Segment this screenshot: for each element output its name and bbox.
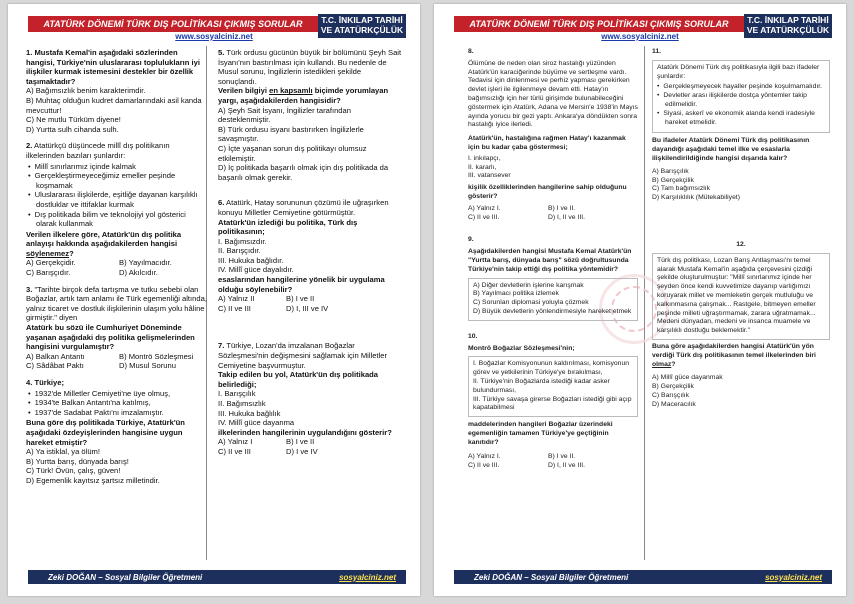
question-ask: Montrö Boğazlar Sözleşmesi'nin;	[468, 344, 575, 352]
question-12	[652, 241, 830, 410]
question-number: 9.	[468, 236, 474, 244]
question-number: 6.	[218, 198, 225, 208]
page-footer	[454, 570, 832, 584]
option[interactable]: A) Bağımsızlık benim karakterimdir.	[26, 86, 146, 96]
question-number: 12.	[736, 240, 746, 248]
roman-item: I. Barışçılık	[218, 389, 256, 399]
footer-author: Zeki DOĞAN – Sosyal Bilgiler Öğretmeni	[474, 572, 629, 582]
question-ask: Takip edilen bu yol, Atatürk'ün dış politikada belirlediği;	[218, 370, 379, 389]
roman-item: II. Türkiye'nin Boğazlarda istediği kadar asker bulundurması,	[473, 377, 610, 394]
roman-item: II. Bağımsızlık	[218, 399, 266, 408]
question-number: 1.	[26, 48, 33, 57]
question-stem: Türk ordusu gücünün büyük bir bölümünü Şeyh Sait İsyanı'nın bastırılması için kullandı. Bu nedenle de Musul sorunu, İngilizlerin istedikleri şekilde sonuçlandı.	[218, 48, 402, 86]
question-number: 7.	[218, 341, 225, 351]
option[interactable]: C) Ne mutlu Türküm diyene!	[26, 115, 121, 125]
question-ask-2: ilkelerinden hangilerinin uygulandığını gösterir?	[218, 427, 392, 437]
roman-item: III. Hukuka bağlıdır.	[218, 255, 284, 265]
option[interactable]: C) II ve III	[218, 303, 251, 313]
question-11	[652, 48, 830, 203]
question-stem: "Tarihte birçok defa tartışma ve tutku sebebi olan Boğazlar, artık tam anlamı ile Türk egemenliği altında, yalnız ticaret ve dostluk ilişkilerinin ulaşım yolu hâline girmiştir." diyen	[26, 284, 207, 323]
option[interactable]: A) Yalnız II	[218, 294, 255, 304]
options-grid	[468, 453, 638, 471]
question-ask: Atatürk'ün, hastalığına rağmen Hatay'ı kazanmak için bu kadar çaba göstermesi;	[468, 135, 626, 151]
question-ask-2: maddelerinden hangileri Boğazlar üzerindeki egemenliğin tamamen Türkiye'ye geçtiğinin kanıtıdır?	[468, 421, 613, 446]
option[interactable]: D) Maceracılık	[652, 400, 696, 408]
items-box	[468, 356, 638, 417]
question-number: 2.	[26, 141, 33, 151]
option[interactable]: C) Barışçılık	[652, 391, 690, 399]
page-header	[28, 14, 406, 34]
roman-item: III. Hukuka bağlılık	[218, 408, 281, 418]
question-ask: Buna göre dış politikada Türkiye, Atatürk'ün aşağıdaki özdeyişlerinden hangisine uygun hareket etmiştir?	[26, 418, 185, 447]
list-item: • Uluslararası ilişkilerde, eşitliğe dayanan karşılıklı dostluklar ve ittifaklar kurmak	[36, 190, 208, 209]
option[interactable]: A) Millî güce dayanmak	[652, 374, 723, 382]
question-8	[468, 48, 638, 222]
option[interactable]: D) Musul Sorunu	[119, 361, 176, 371]
option[interactable]: B) Yayılmacı politika izlemek	[473, 290, 559, 298]
question-9	[468, 236, 638, 320]
question-stem: Ölümüne de neden olan siroz hastalığı yüzünden Atatürk'ün karaciğerinde büyüme ve sertleşme vardı. Tedavisi için dinlenmesi ve perhiz yapması gerekirken devlet işleri ile ilgilenmeye devam etti. Hatay'ın bağımsızlığı için her türlü girişimde bulunabileceğini göstermek için Atatürk, Adana ve Mersin'e 1938'in Mayıs ayında yorucu bir gezi yaptı. Ankara'ya döndükten sonra hastalığı iyice ilerledi.	[468, 59, 638, 129]
question-stem: Türkiye, Lozan'da imzalanan Boğazlar Sözleşmesi'nin değişmesini sağlamak için Milletler Cemiyetine başvurmuştur.	[218, 341, 387, 370]
footer-site-link[interactable]: sosyalciniz.net	[765, 572, 822, 582]
option[interactable]: C) II ve III	[218, 446, 251, 456]
option[interactable]: D) Büyük devletlerin yönlendirmesiyle hareket etmek	[473, 307, 632, 315]
question-ask-cont: biçimde yorumlayan yargı, aşağıdakilerden hangisidir?	[218, 86, 389, 105]
question-4	[26, 378, 208, 486]
option[interactable]: B) Yayılmacıdır.	[119, 258, 172, 268]
page-header	[454, 14, 832, 34]
question-number: 5.	[218, 48, 225, 57]
options-box	[468, 278, 638, 321]
page-left	[8, 4, 420, 596]
option[interactable]: B) I ve II.	[548, 204, 576, 212]
option[interactable]: D) Egemenlik kayıtsız şartsız milletindir.	[26, 475, 160, 485]
option[interactable]: C) Barışçıdır.	[26, 268, 71, 278]
option[interactable]: C) II ve III.	[468, 462, 500, 470]
question-ask-2: kişilik özelliklerinden hangilerine sahip olduğunu gösterir?	[468, 184, 627, 200]
list-item: • 1932'de Milletler Cemiyeti'ne üye olmuş,	[36, 389, 208, 399]
option[interactable]: D) I, III ve IV	[286, 303, 329, 313]
footer-site-link[interactable]: sosyalciniz.net	[339, 572, 396, 582]
question-number: 4.	[26, 378, 33, 387]
question-ask: Bu ifadeler Atatürk Dönemi Türk dış politikasının dayandığı aşağıdaki temel ilke ve esaslarla ilişkilendirildiğinde hangisi dışarıda kalır?	[652, 137, 810, 162]
question-number: 8.	[468, 48, 474, 55]
quote-box	[652, 253, 830, 340]
option[interactable]: A) Yalnız I.	[468, 453, 501, 461]
roman-item: III. Türkiye savaşa girerse Boğazları istediği gibi açıp kapatabilmesi	[473, 395, 632, 412]
option[interactable]: A) Diğer devletlerin işlerine karışmak	[473, 281, 584, 289]
list-item: • Dış politikada bilim ve teknolojiyi yol gösterici olarak kullanmak	[36, 210, 208, 229]
negative-emphasis: olmaz	[652, 360, 672, 368]
site-link[interactable]: www.sosyalciniz.net	[601, 32, 679, 41]
left-column	[468, 48, 638, 478]
question-mark: ?	[69, 248, 74, 258]
question-7	[218, 341, 402, 456]
list-item: • 1934'te Balkan Antantı'na katılmış,	[36, 398, 208, 408]
question-10	[468, 333, 638, 471]
option[interactable]: D) Akılcıdır.	[119, 268, 158, 278]
option[interactable]: B) Gerçekçilik	[652, 176, 694, 184]
option[interactable]: A) Gerçekçidir.	[26, 258, 76, 268]
left-column	[26, 48, 208, 493]
question-stem: Türkiye;	[34, 378, 65, 387]
header-title: ATATÜRK DÖNEMİ TÜRK DIŞ POLİTİKASI ÇIKMIŞ SORULAR	[454, 16, 744, 32]
roman-item: II. Barışçıdır.	[218, 246, 261, 256]
options-grid	[218, 294, 402, 313]
question-mark: ?	[671, 360, 676, 368]
list-item: • Siyasi, askerî ve ekonomik alanda kendi iradesiyle hareket etmelidir.	[665, 110, 825, 128]
options-grid	[468, 205, 638, 223]
option[interactable]: A) Ya istiklal, ya ölüm!	[26, 447, 100, 457]
question-6	[218, 198, 402, 313]
bullet-list	[36, 162, 208, 229]
option[interactable]: B) Gerçekçilik	[652, 383, 694, 391]
site-link[interactable]: www.sosyalciniz.net	[175, 32, 253, 41]
bullet-list	[36, 389, 208, 418]
option[interactable]: D) Yurtta sulh cihanda sulh.	[26, 124, 119, 134]
page-right	[434, 4, 846, 596]
roman-item: III. vatansever	[468, 172, 511, 180]
option[interactable]: D) I ve IV	[286, 446, 318, 456]
option[interactable]: B) I ve II.	[548, 453, 576, 461]
roman-item: II. kararlı,	[468, 163, 497, 171]
option[interactable]: B) I ve II	[286, 294, 315, 304]
question-ask: Verilen ilkelere göre, Atatürk'ün dış politika anlayışı hakkında aşağıdakilerden hangisi	[26, 229, 182, 249]
option[interactable]: A) Şeyh Sait İsyanı, İngilizler tarafından desteklenmiştir.	[218, 105, 351, 125]
option[interactable]: B) Türk ordusu isyanı bastırırken İngilizlerle savaşmıştır.	[218, 124, 364, 144]
question-number: 3.	[26, 284, 33, 294]
option[interactable]: C) II ve III.	[468, 213, 500, 221]
option[interactable]: A) Yalnız I	[218, 437, 253, 447]
option[interactable]: C) İçte yaşanan sorun dış politikayı olumsuz etkilemiştir.	[218, 143, 367, 163]
option[interactable]: B) Muhtaç olduğun kudret damarlarındaki asil kanda mevcuttur!	[26, 95, 202, 115]
option[interactable]: D) Karşılıklılık (Mütekabiliyet)	[652, 194, 740, 202]
list-item: • Devletler arası ilişkilerde dostça yöntemler takip edilmelidir.	[665, 92, 825, 110]
list-item: • 1937'de Sadabat Paktı'nı imzalamıştır.	[36, 408, 208, 418]
question-3	[26, 285, 208, 371]
option[interactable]: C) Sâdâbat Paktı	[26, 361, 84, 371]
question-ask: Atatürk'ün izlediği bu politika, Türk dış politikasının;	[218, 217, 358, 237]
question-1	[26, 48, 208, 134]
option[interactable]: D) I, II ve III.	[548, 462, 586, 470]
emphasis: en kapsamlı	[269, 86, 313, 96]
option[interactable]: D) I, II ve III.	[548, 213, 586, 221]
option[interactable]: A) Barışçılık	[652, 167, 689, 175]
option[interactable]: D) İç politikada başarılı olmak için dış politikada da başarılı olmak gerekir.	[218, 163, 389, 182]
question-stem: Atatürk Dönemi Türk dış politikasıyla ilgili bazı ifadeler şunlardır:	[657, 63, 820, 80]
page-footer	[28, 570, 406, 584]
header-title: ATATÜRK DÖNEMİ TÜRK DIŞ POLİTİKASI ÇIKMIŞ SORULAR	[28, 16, 318, 32]
option[interactable]: C) Tam bağımsızlık	[652, 185, 711, 193]
negative-emphasis: söylenemez	[26, 248, 70, 258]
question-ask-2: esaslarından hangilerine yönelik bir uygulama olduğu söylenebilir?	[218, 275, 385, 294]
option[interactable]: B) Montrö Sözleşmesi	[119, 351, 194, 361]
right-column	[652, 48, 830, 417]
options-grid	[26, 258, 208, 277]
footer-author: Zeki DOĞAN – Sosyal Bilgiler Öğretmeni	[48, 572, 203, 582]
question-stem: Mustafa Kemal'in aşağıdaki sözlerinden hangisi, Türkiye'nin uluslararası toplulukların iyi ilişkiler kurmak istemesini destekler bir özellik taşımaktadır?	[26, 48, 200, 86]
option[interactable]: B) Yurtta barış, dünyada barış!	[26, 456, 129, 466]
question-number: 11.	[652, 48, 662, 55]
list-item: • Gerçekleştirmeyeceğimiz emeller peşinde koşmamak	[36, 171, 208, 190]
question-ask: Verilen bilgiyi	[218, 86, 267, 96]
question-ask: Atatürk bu sözü ile Cumhuriyet Döneminde yaşanan aşağıdaki dış politika gelişmelerinden hangisini vurgulamıştır?	[26, 323, 195, 352]
question-stem: Atatürk, Hatay sorununun çözümü ile uğraşırken konuyu Milletler Cemiyetine götürmüştür.	[218, 198, 389, 217]
roman-item: IV. Millî güce dayalıdır.	[218, 265, 294, 275]
roman-item: I. Boğazlar Komisyonunun kaldırılması, komisyonun görev ve yetkilerinin Türkiye'ye bırakılması,	[473, 360, 630, 377]
option[interactable]: C) Türk! Övün, çalış, güven!	[26, 466, 121, 476]
options-grid	[26, 352, 208, 371]
question-5	[218, 48, 402, 182]
statements-box	[652, 60, 830, 134]
question-2	[26, 141, 208, 277]
bullet-list	[665, 83, 825, 127]
header-course: T.C. İNKILAP TARİHİ VE ATATÜRKÇÜLÜK	[744, 14, 832, 38]
question-stem: Türk dış politikası, Lozan Barış Antlaşması'nı temel alarak Mustafa Kemal'in aşağıda çerçevesini çizdiği şekilde oluşturulmuştur: "Millî sınırlarımız içinde her şeyden önce kendi kuvvetimize dayanıp varlığımızı koruyarak millet ve memleketin gerçek mutluluğu ve kalkınmasına çalışmak... Rastgele, bitmeyen emeller peşinde milleti uğraştırmamak, zarara uğratmamak... Medeni dünyadan, medeni ve insanca muamele ve karşılıklı dostluğu beklemektir."	[657, 256, 816, 335]
options-grid	[218, 437, 402, 456]
question-number: 10.	[468, 332, 478, 340]
list-item: • Millî sınırlarımız içinde kalmak	[36, 162, 208, 172]
roman-item: I. Bağımsızdır.	[218, 236, 267, 246]
roman-item: I. inkılapçı,	[468, 154, 501, 162]
option[interactable]: A) Yalnız I.	[468, 204, 501, 212]
option[interactable]: C) Sorunları diplomasi yoluyla çözmek	[473, 299, 589, 307]
roman-item: IV. Millî güce dayanma	[218, 418, 295, 428]
option[interactable]: B) I ve II	[286, 437, 315, 447]
question-ask: Buna göre aşağıdakilerden hangisi Atatürk'ün yön verdiği Türk dış politikasının temel ilkelerinden biri	[652, 342, 816, 359]
list-item: • Gerçekleşmeyecek hayaller peşinde koşulmamalıdır.	[665, 83, 825, 92]
question-stem: Atatürkçü düşüncede millî dış politikanın ilkelerinden bazıları şunlardır:	[26, 141, 170, 160]
right-column	[218, 48, 402, 464]
question-ask: Aşağıdakilerden hangisi Mustafa Kemal Atatürk'ün "Yurtta barış, dünyada barış" sözü doğrultusunda Türkiye'nin takip ettiği dış politika yöntemidir?	[468, 248, 632, 273]
option[interactable]: A) Balkan Antantı	[26, 351, 85, 361]
header-course: T.C. İNKILAP TARİHİ VE ATATÜRKÇÜLÜK	[318, 14, 406, 38]
